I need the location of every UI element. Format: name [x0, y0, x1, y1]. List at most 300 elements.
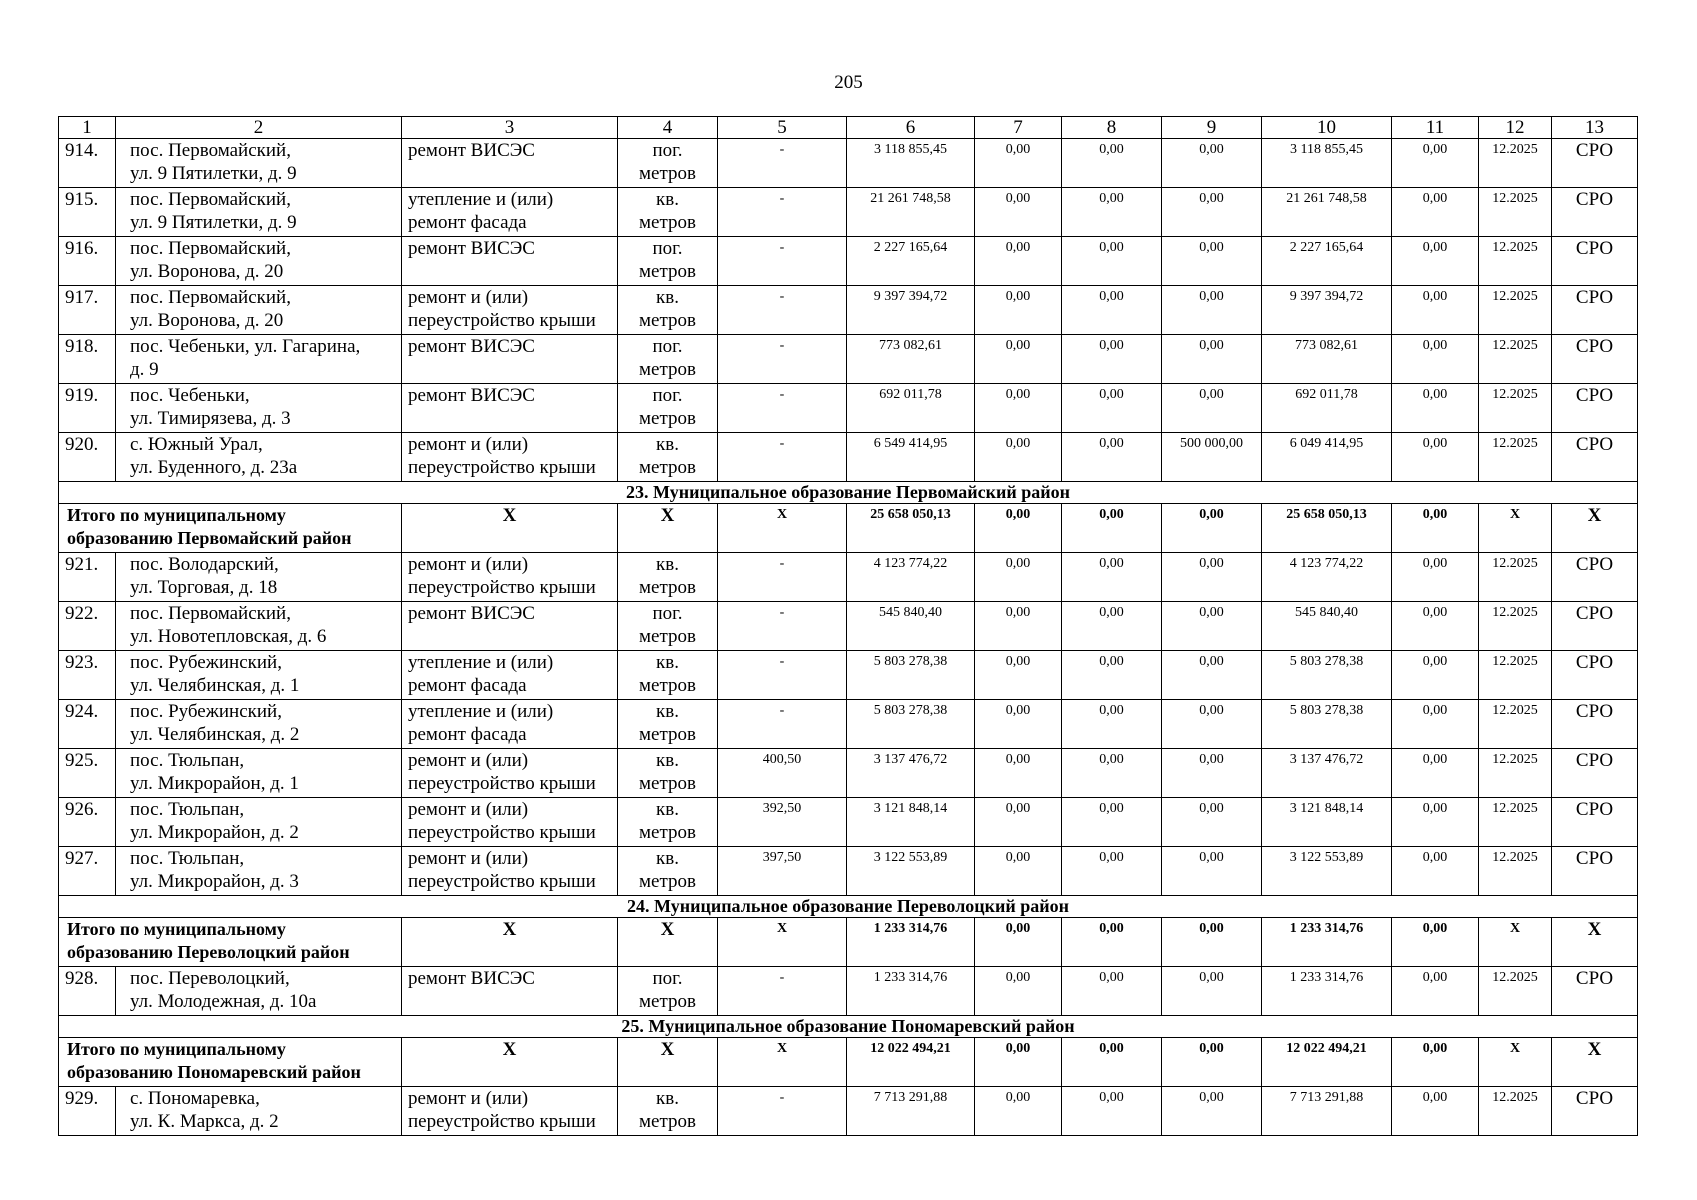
value-cell-c10: 1 233 314,76 [1262, 967, 1392, 1016]
value-cell-c11: 0,00 [1392, 286, 1479, 335]
value-cell-c9: 0,00 [1162, 139, 1262, 188]
value-cell-c8: 0,00 [1062, 798, 1162, 847]
value-cell-c9: 0,00 [1162, 967, 1262, 1016]
address-line-2: ул. Микрорайон, д. 3 [130, 871, 299, 892]
table-body [59, 117, 1638, 1136]
total-cell-c5: X [718, 504, 847, 553]
total-cell-c8: 0,00 [1062, 918, 1162, 967]
total-cell-c13: X [1552, 918, 1638, 967]
value-cell-c10: 21 261 748,58 [1262, 188, 1392, 237]
unit-line-1: кв. [656, 799, 679, 820]
total-cell-c6: 25 658 050,13 [847, 504, 975, 553]
total-cell-c12: X [1479, 918, 1552, 967]
value-cell-c11: 0,00 [1392, 384, 1479, 433]
unit-cell [618, 798, 718, 847]
unit-cell [618, 967, 718, 1016]
row-number: 929. [59, 1087, 116, 1136]
address-line-2: ул. Челябинская, д. 1 [130, 675, 300, 696]
address-cell [116, 651, 402, 700]
value-cell-c10: 5 803 278,38 [1262, 651, 1392, 700]
executor-cell: СРО [1552, 847, 1638, 896]
work-type-cell: ремонт и (или) переустройство крыши [402, 433, 618, 482]
address-line-2: ул. Челябинская, д. 2 [130, 724, 300, 745]
address-cell [116, 286, 402, 335]
unit-cell [618, 384, 718, 433]
total-cell-c12: X [1479, 504, 1552, 553]
unit-cell [618, 553, 718, 602]
value-cell-c11: 0,00 [1392, 651, 1479, 700]
column-header: 2 [116, 117, 402, 139]
value-cell-c10: 6 049 414,95 [1262, 433, 1392, 482]
value-cell-c8: 0,00 [1062, 384, 1162, 433]
work-type-cell: ремонт ВИСЭС [402, 967, 618, 1016]
address-cell [116, 749, 402, 798]
address-line-1: пос. Рубежинский, [130, 652, 282, 673]
total-cell-c8: 0,00 [1062, 504, 1162, 553]
row-number: 916. [59, 237, 116, 286]
address-line-1: пос. Тюльпан, [130, 799, 245, 820]
area-cell: - [718, 384, 847, 433]
value-cell-c9: 0,00 [1162, 798, 1262, 847]
address-line-2: ул. Буденного, д. 23а [130, 457, 298, 478]
address-line-1: пос. Рубежинский, [130, 701, 282, 722]
table-row [59, 433, 1638, 482]
column-header: 5 [718, 117, 847, 139]
work-type-cell: ремонт ВИСЭС [402, 384, 618, 433]
unit-line-2: метров [639, 1111, 696, 1132]
value-cell-c8: 0,00 [1062, 188, 1162, 237]
value-cell-c6: 6 549 414,95 [847, 433, 975, 482]
executor-cell: СРО [1552, 433, 1638, 482]
table-row [59, 798, 1638, 847]
table-row [59, 700, 1638, 749]
unit-line-1: пог. [652, 385, 683, 406]
page-number: 205 [834, 72, 863, 93]
value-cell-c11: 0,00 [1392, 847, 1479, 896]
value-cell-c9: 0,00 [1162, 602, 1262, 651]
executor-cell: СРО [1552, 335, 1638, 384]
address-cell [116, 237, 402, 286]
row-number: 920. [59, 433, 116, 482]
total-cell-c9: 0,00 [1162, 918, 1262, 967]
unit-line-1: кв. [656, 1088, 679, 1109]
value-cell-c7: 0,00 [975, 700, 1062, 749]
value-cell-c10: 3 118 855,45 [1262, 139, 1392, 188]
value-cell-c11: 0,00 [1392, 967, 1479, 1016]
section-heading-row [59, 482, 1638, 504]
value-cell-c6: 5 803 278,38 [847, 651, 975, 700]
unit-cell [618, 602, 718, 651]
value-cell-c11: 0,00 [1392, 335, 1479, 384]
executor-cell: СРО [1552, 384, 1638, 433]
unit-line-2: метров [639, 822, 696, 843]
total-cell-c3: X [402, 918, 618, 967]
total-cell-c4: X [618, 918, 718, 967]
unit-cell [618, 286, 718, 335]
unit-line-1: пог. [652, 336, 683, 357]
value-cell-c12: 12.2025 [1479, 1087, 1552, 1136]
address-line-2: ул. Микрорайон, д. 2 [130, 822, 299, 843]
value-cell-c7: 0,00 [975, 237, 1062, 286]
value-cell-c7: 0,00 [975, 602, 1062, 651]
value-cell-c6: 9 397 394,72 [847, 286, 975, 335]
value-cell-c7: 0,00 [975, 433, 1062, 482]
value-cell-c8: 0,00 [1062, 651, 1162, 700]
table-row [59, 286, 1638, 335]
area-cell: - [718, 651, 847, 700]
column-header: 13 [1552, 117, 1638, 139]
value-cell-c8: 0,00 [1062, 967, 1162, 1016]
value-cell-c11: 0,00 [1392, 188, 1479, 237]
unit-line-1: кв. [656, 750, 679, 771]
value-cell-c7: 0,00 [975, 967, 1062, 1016]
value-cell-c8: 0,00 [1062, 1087, 1162, 1136]
unit-cell [618, 847, 718, 896]
unit-line-2: метров [639, 212, 696, 233]
value-cell-c8: 0,00 [1062, 433, 1162, 482]
unit-line-1: пог. [652, 603, 683, 624]
total-cell-c4: X [618, 1038, 718, 1087]
total-cell-c5: X [718, 918, 847, 967]
value-cell-c8: 0,00 [1062, 847, 1162, 896]
work-type-cell: ремонт и (или) переустройство крыши [402, 1087, 618, 1136]
unit-line-2: метров [639, 991, 696, 1012]
value-cell-c11: 0,00 [1392, 798, 1479, 847]
value-cell-c7: 0,00 [975, 553, 1062, 602]
executor-cell: СРО [1552, 967, 1638, 1016]
value-cell-c9: 0,00 [1162, 237, 1262, 286]
value-cell-c10: 773 082,61 [1262, 335, 1392, 384]
total-cell-c4: X [618, 504, 718, 553]
total-cell-c11: 0,00 [1392, 918, 1479, 967]
unit-cell [618, 651, 718, 700]
value-cell-c10: 3 137 476,72 [1262, 749, 1392, 798]
total-cell-c11: 0,00 [1392, 1038, 1479, 1087]
unit-line-1: кв. [656, 434, 679, 455]
address-line-1: пос. Чебеньки, [130, 385, 250, 406]
work-type-cell: утепление и (или) ремонт фасада [402, 188, 618, 237]
value-cell-c12: 12.2025 [1479, 139, 1552, 188]
unit-line-2: метров [639, 773, 696, 794]
section-heading-row [59, 1016, 1638, 1038]
unit-line-2: метров [639, 261, 696, 282]
unit-line-2: метров [639, 577, 696, 598]
total-cell-c7: 0,00 [975, 504, 1062, 553]
unit-line-2: метров [639, 675, 696, 696]
work-type-cell: ремонт ВИСЭС [402, 602, 618, 651]
row-number: 927. [59, 847, 116, 896]
column-header: 10 [1262, 117, 1392, 139]
address-line-1: пос. Первомайский, [130, 238, 291, 259]
value-cell-c12: 12.2025 [1479, 749, 1552, 798]
address-cell [116, 433, 402, 482]
capital-repair-table [58, 116, 1638, 1136]
value-cell-c7: 0,00 [975, 651, 1062, 700]
value-cell-c6: 3 137 476,72 [847, 749, 975, 798]
address-cell [116, 188, 402, 237]
value-cell-c6: 1 233 314,76 [847, 967, 975, 1016]
column-header: 11 [1392, 117, 1479, 139]
unit-line-1: пог. [652, 140, 683, 161]
row-number: 919. [59, 384, 116, 433]
value-cell-c11: 0,00 [1392, 749, 1479, 798]
total-row [59, 918, 1638, 967]
address-line-2: ул. Микрорайон, д. 1 [130, 773, 299, 794]
unit-cell [618, 188, 718, 237]
value-cell-c6: 7 713 291,88 [847, 1087, 975, 1136]
address-line-2: ул. 9 Пятилетки, д. 9 [130, 212, 297, 233]
total-cell-c13: X [1552, 504, 1638, 553]
unit-line-2: метров [639, 163, 696, 184]
total-cell-c8: 0,00 [1062, 1038, 1162, 1087]
value-cell-c6: 3 118 855,45 [847, 139, 975, 188]
value-cell-c10: 9 397 394,72 [1262, 286, 1392, 335]
value-cell-c9: 0,00 [1162, 749, 1262, 798]
value-cell-c12: 12.2025 [1479, 967, 1552, 1016]
unit-line-2: метров [639, 724, 696, 745]
unit-line-2: метров [639, 626, 696, 647]
work-type-cell: ремонт и (или) переустройство крыши [402, 749, 618, 798]
work-type-cell: ремонт и (или) переустройство крыши [402, 798, 618, 847]
value-cell-c12: 12.2025 [1479, 335, 1552, 384]
area-cell: - [718, 433, 847, 482]
unit-line-1: пог. [652, 238, 683, 259]
value-cell-c12: 12.2025 [1479, 286, 1552, 335]
value-cell-c6: 4 123 774,22 [847, 553, 975, 602]
value-cell-c9: 0,00 [1162, 384, 1262, 433]
unit-line-1: кв. [656, 652, 679, 673]
row-number: 914. [59, 139, 116, 188]
value-cell-c8: 0,00 [1062, 286, 1162, 335]
value-cell-c7: 0,00 [975, 798, 1062, 847]
address-cell [116, 847, 402, 896]
value-cell-c10: 692 011,78 [1262, 384, 1392, 433]
value-cell-c12: 12.2025 [1479, 553, 1552, 602]
value-cell-c7: 0,00 [975, 847, 1062, 896]
value-cell-c8: 0,00 [1062, 335, 1162, 384]
address-line-1: пос. Переволоцкий, [130, 968, 290, 989]
total-cell-c9: 0,00 [1162, 1038, 1262, 1087]
work-type-cell: ремонт ВИСЭС [402, 139, 618, 188]
executor-cell: СРО [1552, 602, 1638, 651]
total-cell-c5: X [718, 1038, 847, 1087]
address-line-1: пос. Чебеньки, ул. Гагарина, [130, 336, 361, 357]
value-cell-c12: 12.2025 [1479, 847, 1552, 896]
address-line-2: ул. Воронова, д. 20 [130, 261, 284, 282]
work-type-cell: ремонт ВИСЭС [402, 335, 618, 384]
unit-line-2: метров [639, 359, 696, 380]
area-cell: 392,50 [718, 798, 847, 847]
executor-cell: СРО [1552, 553, 1638, 602]
total-cell-c11: 0,00 [1392, 504, 1479, 553]
column-header: 4 [618, 117, 718, 139]
value-cell-c7: 0,00 [975, 1087, 1062, 1136]
total-cell-c6: 1 233 314,76 [847, 918, 975, 967]
unit-line-2: метров [639, 408, 696, 429]
address-line-1: пос. Первомайский, [130, 189, 291, 210]
area-cell: - [718, 286, 847, 335]
row-number: 924. [59, 700, 116, 749]
unit-cell [618, 700, 718, 749]
table-row [59, 335, 1638, 384]
value-cell-c7: 0,00 [975, 188, 1062, 237]
address-cell [116, 798, 402, 847]
total-cell-c7: 0,00 [975, 918, 1062, 967]
address-cell [116, 139, 402, 188]
total-row [59, 504, 1638, 553]
total-cell-c10: 12 022 494,21 [1262, 1038, 1392, 1087]
value-cell-c9: 0,00 [1162, 286, 1262, 335]
address-cell [116, 700, 402, 749]
executor-cell: СРО [1552, 700, 1638, 749]
value-cell-c12: 12.2025 [1479, 188, 1552, 237]
value-cell-c10: 5 803 278,38 [1262, 700, 1392, 749]
value-cell-c7: 0,00 [975, 384, 1062, 433]
address-line-2: ул. Торговая, д. 18 [130, 577, 278, 598]
unit-line-2: метров [639, 871, 696, 892]
value-cell-c6: 2 227 165,64 [847, 237, 975, 286]
value-cell-c7: 0,00 [975, 286, 1062, 335]
address-line-1: с. Южный Урал, [130, 434, 263, 455]
section-title: 24. Муниципальное образование Переволоцкий район [59, 896, 1638, 918]
row-number: 918. [59, 335, 116, 384]
unit-cell [618, 139, 718, 188]
area-cell: 397,50 [718, 847, 847, 896]
address-cell [116, 384, 402, 433]
unit-line-1: кв. [656, 701, 679, 722]
area-cell: - [718, 188, 847, 237]
value-cell-c8: 0,00 [1062, 700, 1162, 749]
value-cell-c9: 0,00 [1162, 553, 1262, 602]
address-line-1: пос. Первомайский, [130, 603, 291, 624]
area-cell: - [718, 700, 847, 749]
unit-line-1: кв. [656, 189, 679, 210]
total-label: Итого по муниципальному образованию Переволоцкий район [59, 918, 402, 967]
table-row [59, 651, 1638, 700]
table-row [59, 139, 1638, 188]
column-header: 9 [1162, 117, 1262, 139]
executor-cell: СРО [1552, 749, 1638, 798]
area-cell: - [718, 553, 847, 602]
value-cell-c9: 0,00 [1162, 188, 1262, 237]
unit-cell [618, 237, 718, 286]
total-cell-c10: 1 233 314,76 [1262, 918, 1392, 967]
address-line-2: ул. Новотепловская, д. 6 [130, 626, 327, 647]
row-number: 917. [59, 286, 116, 335]
value-cell-c9: 0,00 [1162, 847, 1262, 896]
value-cell-c8: 0,00 [1062, 602, 1162, 651]
address-cell [116, 602, 402, 651]
value-cell-c11: 0,00 [1392, 553, 1479, 602]
row-number: 928. [59, 967, 116, 1016]
value-cell-c9: 500 000,00 [1162, 433, 1262, 482]
address-line-1: пос. Володарский, [130, 554, 279, 575]
value-cell-c11: 0,00 [1392, 602, 1479, 651]
total-cell-c3: X [402, 504, 618, 553]
value-cell-c7: 0,00 [975, 139, 1062, 188]
value-cell-c6: 5 803 278,38 [847, 700, 975, 749]
area-cell: - [718, 237, 847, 286]
row-number: 923. [59, 651, 116, 700]
value-cell-c11: 0,00 [1392, 1087, 1479, 1136]
value-cell-c8: 0,00 [1062, 237, 1162, 286]
address-line-1: пос. Первомайский, [130, 140, 291, 161]
executor-cell: СРО [1552, 139, 1638, 188]
total-cell-c6: 12 022 494,21 [847, 1038, 975, 1087]
table-row [59, 1087, 1638, 1136]
value-cell-c6: 773 082,61 [847, 335, 975, 384]
value-cell-c10: 3 121 848,14 [1262, 798, 1392, 847]
row-number: 926. [59, 798, 116, 847]
value-cell-c11: 0,00 [1392, 139, 1479, 188]
value-cell-c9: 0,00 [1162, 700, 1262, 749]
value-cell-c7: 0,00 [975, 335, 1062, 384]
total-cell-c7: 0,00 [975, 1038, 1062, 1087]
value-cell-c8: 0,00 [1062, 749, 1162, 798]
value-cell-c6: 545 840,40 [847, 602, 975, 651]
total-label: Итого по муниципальному образованию Первомайский район [59, 504, 402, 553]
value-cell-c10: 7 713 291,88 [1262, 1087, 1392, 1136]
value-cell-c10: 3 122 553,89 [1262, 847, 1392, 896]
table-row [59, 384, 1638, 433]
unit-cell [618, 433, 718, 482]
value-cell-c11: 0,00 [1392, 237, 1479, 286]
column-header: 12 [1479, 117, 1552, 139]
unit-line-2: метров [639, 310, 696, 331]
total-cell-c10: 25 658 050,13 [1262, 504, 1392, 553]
table-row [59, 749, 1638, 798]
row-number: 925. [59, 749, 116, 798]
unit-cell [618, 749, 718, 798]
executor-cell: СРО [1552, 798, 1638, 847]
table-row [59, 188, 1638, 237]
section-heading-row [59, 896, 1638, 918]
value-cell-c8: 0,00 [1062, 553, 1162, 602]
unit-line-1: кв. [656, 554, 679, 575]
unit-cell [618, 335, 718, 384]
area-cell: - [718, 139, 847, 188]
total-cell-c12: X [1479, 1038, 1552, 1087]
value-cell-c6: 21 261 748,58 [847, 188, 975, 237]
work-type-cell: ремонт и (или) переустройство крыши [402, 553, 618, 602]
work-type-cell: утепление и (или) ремонт фасада [402, 651, 618, 700]
value-cell-c11: 0,00 [1392, 700, 1479, 749]
value-cell-c10: 2 227 165,64 [1262, 237, 1392, 286]
address-line-2: ул. Молодежная, д. 10а [130, 991, 317, 1012]
unit-line-1: пог. [652, 968, 683, 989]
value-cell-c6: 3 122 553,89 [847, 847, 975, 896]
section-title: 25. Муниципальное образование Пономаревский район [59, 1016, 1638, 1038]
work-type-cell: ремонт и (или) переустройство крыши [402, 286, 618, 335]
value-cell-c6: 3 121 848,14 [847, 798, 975, 847]
area-cell: - [718, 602, 847, 651]
table-row [59, 967, 1638, 1016]
table-row [59, 602, 1638, 651]
executor-cell: СРО [1552, 651, 1638, 700]
address-line-2: ул. Тимирязева, д. 3 [130, 408, 291, 429]
value-cell-c12: 12.2025 [1479, 651, 1552, 700]
value-cell-c11: 0,00 [1392, 433, 1479, 482]
area-cell: - [718, 967, 847, 1016]
table-row [59, 237, 1638, 286]
executor-cell: СРО [1552, 286, 1638, 335]
address-line-2: ул. Воронова, д. 20 [130, 310, 284, 331]
value-cell-c9: 0,00 [1162, 1087, 1262, 1136]
column-header: 1 [59, 117, 116, 139]
address-cell [116, 553, 402, 602]
total-cell-c9: 0,00 [1162, 504, 1262, 553]
value-cell-c12: 12.2025 [1479, 237, 1552, 286]
